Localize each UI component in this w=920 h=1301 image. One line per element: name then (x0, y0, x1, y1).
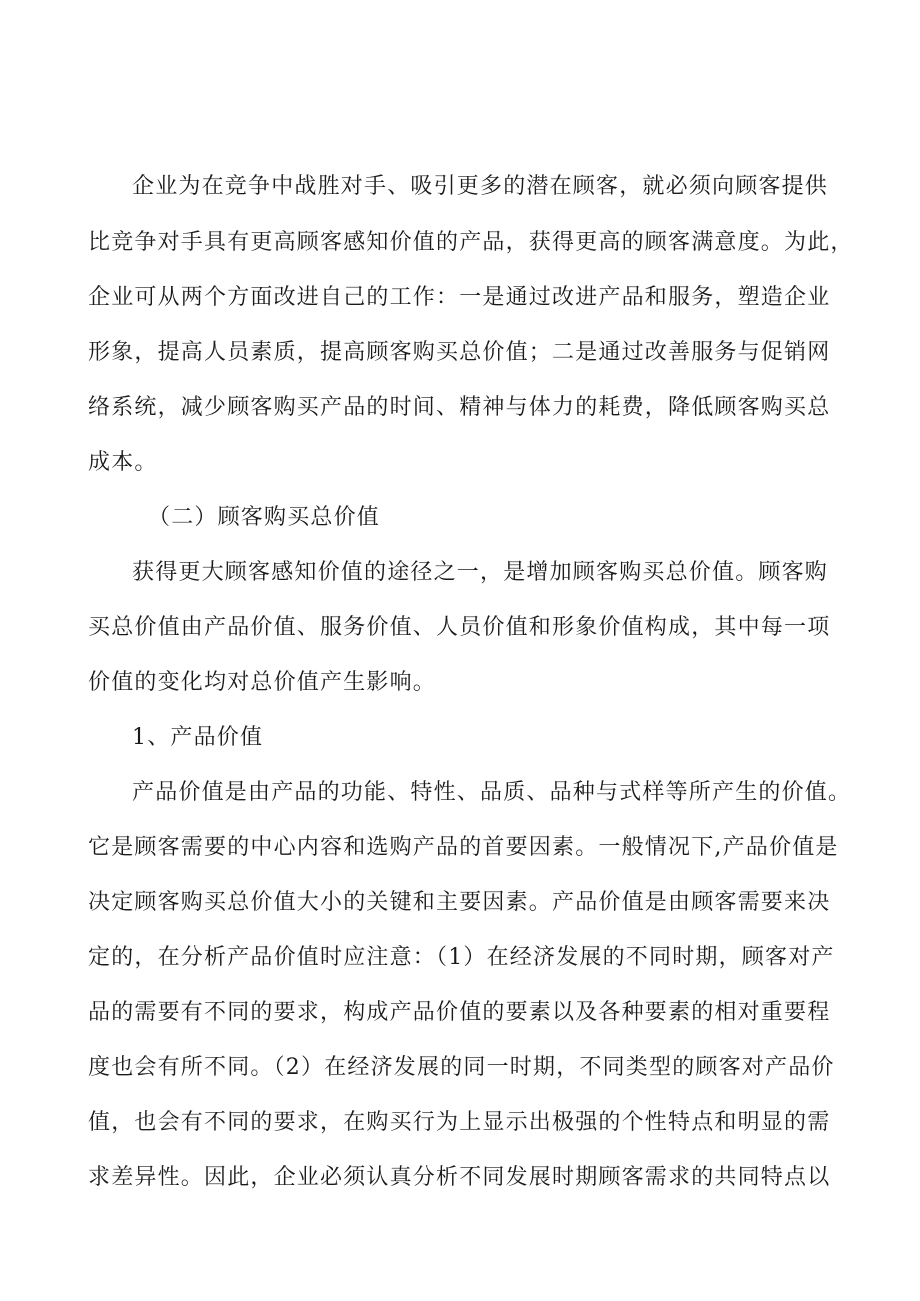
paragraph-3-line-2: 它是顾客需要的中心内容和选购产品的首要因素。一般情况下,产品价值是 (88, 835, 839, 860)
paragraph-1-line-3: 企业可从两个方面改进自己的工作：一是通过改进产品和服务，塑造企业 (88, 285, 831, 310)
paragraph-3-line-4: 定的，在分析产品价值时应注意：（1）在经济发展的不同时期，顾客对产 (88, 945, 835, 970)
paragraph-3-line-5: 品的需要有不同的要求，构成产品价值的要素以及各种要素的相对重要程 (88, 1000, 831, 1025)
paragraph-2-line-3: 价值的变化均对总价值产生影响。 (88, 670, 437, 695)
paragraph-3-line-1: 产品价值是由产品的功能、特性、品质、品种与式样等所产生的价值。 (132, 780, 852, 805)
paragraph-1-line-5: 络系统，减少顾客购买产品的时间、精神与体力的耗费，降低顾客购买总 (88, 395, 831, 420)
subsection-heading: 1、产品价值 (132, 725, 264, 750)
paragraph-3-line-7: 值，也会有不同的要求，在购买行为上显示出极强的个性特点和明显的需 (88, 1110, 831, 1135)
paragraph-1-line-4: 形象，提高人员素质，提高顾客购买总价值；二是通过改善服务与促销网 (88, 340, 831, 365)
paragraph-1-line-1: 企业为在竞争中战胜对手、吸引更多的潜在顾客，就必须向顾客提供 (132, 174, 829, 199)
section-heading: （二）顾客购买总价值 (148, 505, 381, 530)
paragraph-3-line-6: 度也会有所不同。（2）在经济发展的同一时期，不同类型的顾客对产品价 (88, 1055, 835, 1080)
paragraph-1-line-2: 比竞争对手具有更高顾客感知价值的产品，获得更高的顾客满意度。为此， (88, 230, 854, 255)
paragraph-2-line-2: 买总价值由产品价值、服务价值、人员价值和形象价值构成，其中每一项 (88, 615, 831, 640)
paragraph-1-line-6: 成本。 (88, 450, 158, 475)
paragraph-3-line-8: 求差异性。因此，企业必须认真分析不同发展时期顾客需求的共同特点以 (88, 1165, 831, 1190)
paragraph-2-line-1: 获得更大顾客感知价值的途径之一，是增加顾客购买总价值。顾客购 (132, 560, 829, 585)
paragraph-3-line-3: 决定顾客购买总价值大小的关键和主要因素。产品价值是由顾客需要来决 (88, 890, 831, 915)
